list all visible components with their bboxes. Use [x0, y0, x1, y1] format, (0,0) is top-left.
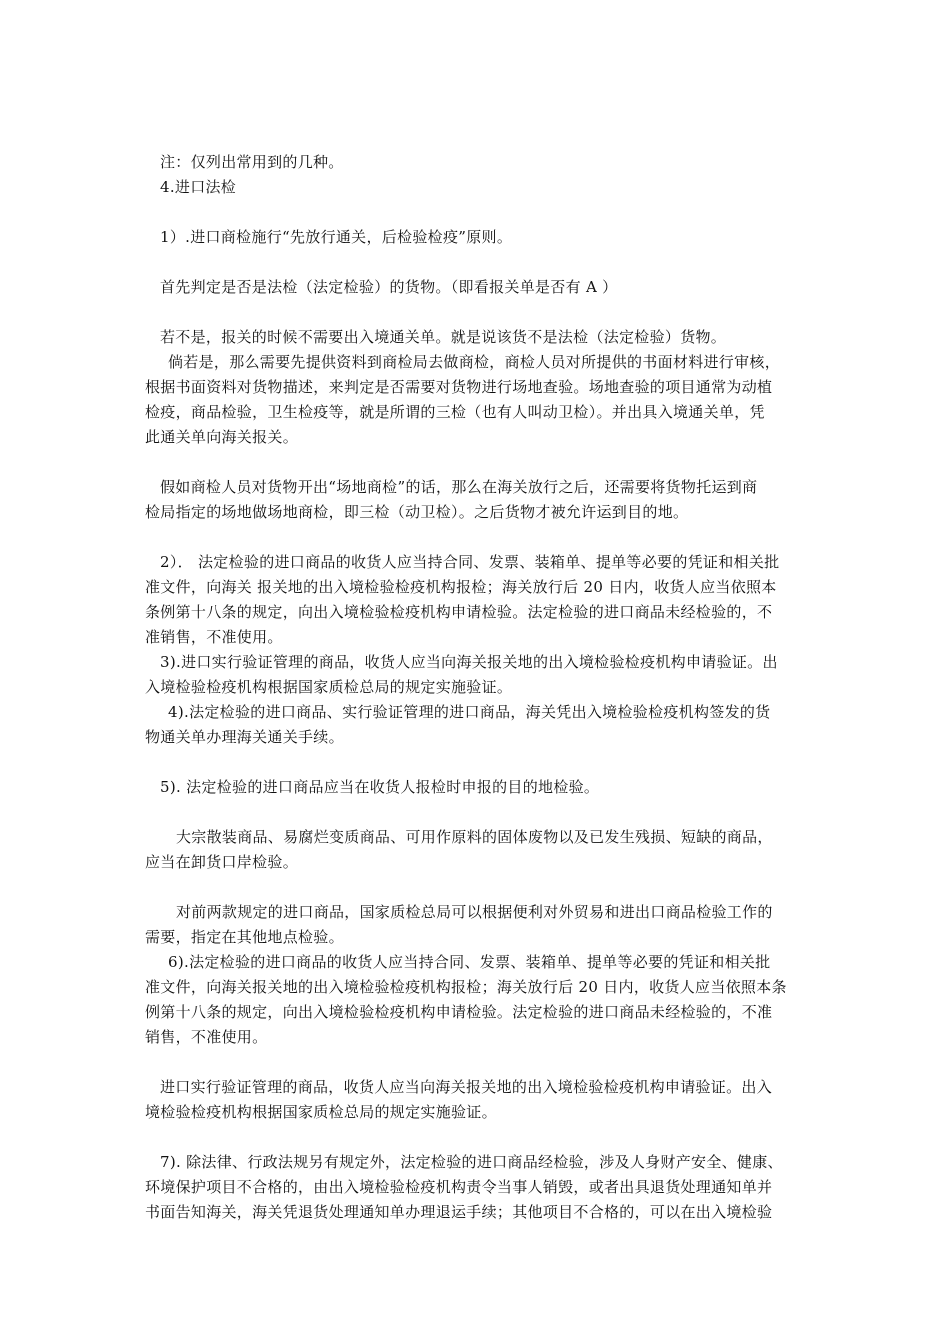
paragraph-line: 对前两款规定的进口商品，国家质检总局可以根据便利对外贸易和进出口商品检验工作的 [176, 903, 773, 921]
paragraph-line: 环境保护项目不合格的，由出入境检验检疫机构责令当事人销毁，或者出具退货处理通知单并 [145, 1178, 773, 1196]
paragraph-line: 2）． 法定检验的进口商品的收货人应当持合同、发票、装箱单、提单等必要的凭证和相关批 [160, 553, 780, 571]
paragraph-line: 入境检验检疫机构根据国家质检总局的规定实施验证。 [145, 678, 513, 696]
paragraph-line: 大宗散装商品、易腐烂变质商品、可用作原料的固体废物以及已发生残损、短缺的商品， [176, 828, 773, 846]
paragraph-line: 进口实行验证管理的商品，收货人应当向海关报关地的出入境检验检疫机构申请验证。出入 [160, 1078, 773, 1096]
paragraph-line: 销售，不准使用。 [145, 1028, 268, 1046]
paragraph-line: 检疫，商品检验，卫生检疫等，就是所谓的三检（也有人叫动卫检）。并出具入境通关单，凭 [145, 403, 765, 421]
paragraph-line: 应当在卸货口岸检验。 [145, 853, 299, 871]
note-line: 注：仅列出常用到的几种。 [160, 153, 344, 171]
paragraph-line: 5). 法定检验的进口商品应当在收货人报检时申报的目的地检验。 [160, 778, 600, 796]
paragraph-line: 例第十八条的规定，向出入境检验检疫机构申请检验。法定检验的进口商品未经检验的，不准 [145, 1003, 773, 1021]
paragraph-line: 倘若是，那么需要先提供资料到商检局去做商检，商检人员对所提供的书面材料进行审核， [168, 353, 781, 371]
paragraph-line: 物通关单办理海关通关手续。 [145, 728, 344, 746]
paragraph-line: 书面告知海关，海关凭退货处理通知单办理退运手续；其他项目不合格的，可以在出入境检验 [145, 1203, 773, 1221]
paragraph-line: 检局指定的场地做场地商检，即三检（动卫检）。之后货物才被允许运到目的地。 [145, 503, 689, 521]
section-heading: 4.进口法检 [160, 178, 237, 196]
paragraph-line: 准文件，向海关报关地的出入境检验检疫机构报检；海关放行后 20 日内，收货人应当依照本条 [145, 978, 787, 996]
paragraph-line: 假如商检人员对货物开出“场地商检”的话，那么在海关放行之后，还需要将货物托运到商 [160, 478, 758, 496]
paragraph-line: 若不是，报关的时候不需要出入境通关单。就是说该货不是法检（法定检验）货物。 [160, 328, 727, 346]
paragraph-line: 首先判定是否是法检（法定检验）的货物。（即看报关单是否有 A ） [160, 278, 618, 296]
paragraph-line: 1）.进口商检施行“先放行通关，后检验检疫”原则。 [160, 228, 513, 246]
paragraph-line: 条例第十八条的规定，向出入境检验检疫机构申请检验。法定检验的进口商品未经检验的，不 [145, 603, 773, 621]
paragraph-line: 3).进口实行验证管理的商品，收货人应当向海关报关地的出入境检验检疫机构申请验证。出 [160, 653, 778, 671]
paragraph-line: 4).法定检验的进口商品、实行验证管理的进口商品，海关凭出入境检验检疫机构签发的货 [168, 703, 771, 721]
paragraph-line: 境检验检疫机构根据国家质检总局的规定实施验证。 [145, 1103, 497, 1121]
paragraph-line: 准销售，不准使用。 [145, 628, 283, 646]
paragraph-line: 需要，指定在其他地点检验。 [145, 928, 344, 946]
paragraph-line: 准文件，向海关 报关地的出入境检验检疫机构报检；海关放行后 20 日内，收货人应当依照本 [145, 578, 777, 596]
paragraph-line: 此通关单向海关报关。 [145, 428, 299, 446]
paragraph-line: 根据书面资料对货物描述，来判定是否需要对货物进行场地查验。场地查验的项目通常为动植 [145, 378, 773, 396]
paragraph-line: 7). 除法律、行政法规另有规定外，法定检验的进口商品经检验，涉及人身财产安全、健康、 [160, 1153, 783, 1171]
paragraph-line: 6).法定检验的进口商品的收货人应当持合同、发票、装箱单、提单等必要的凭证和相关批 [168, 953, 771, 971]
